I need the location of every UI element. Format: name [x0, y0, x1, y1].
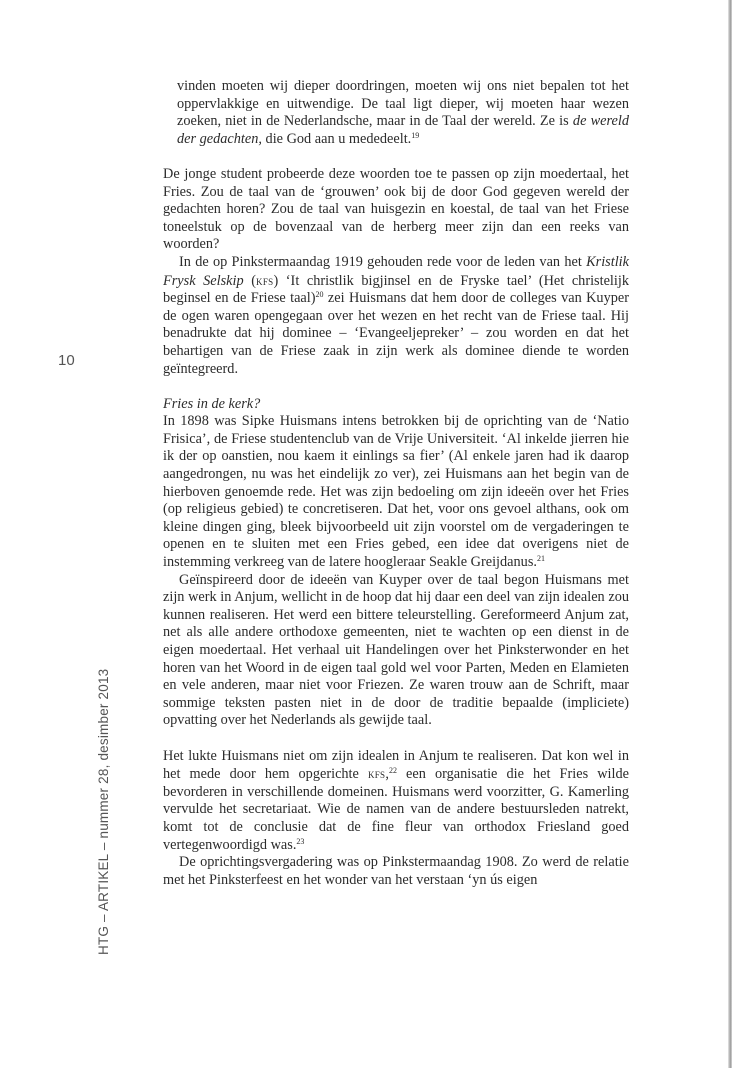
paragraph: De jonge student probeerde deze woorden toe te passen op zijn moedertaal, het Fries. Zou de taal van de ‘grouwen’ ook bij de door God gegeven wereld der gedachten horen? Zou de taal van huisgezin en koestal, de taal van het Friese toneelstuk op de bovenzaal van de herberg meer zijn dan een reeks van woorden?: [163, 165, 629, 253]
paragraph: In de op Pinkstermaandag 1919 gehouden rede voor de leden van het Kristlik Frysk Selskip (kfs) ‘It christlik bigjinsel en de Fryske tael’ (Het christelijk beginsel en de Friese taal)$^{20}$ zei Huismans dat hem door de colleges van Kuyper de ogen waren opengegaan over het wezen en het recht van de Friese taal. Hij benadrukte dat hij dominee – ‘Evangeeljepreker’ – zou worden en dat het behartigen van de Friese zaak in zijn werk als dominee diende te worden geïntegreerd.: [163, 253, 629, 377]
footnote-ref: 20: [315, 290, 324, 300]
running-head: HTG – ARTIKEL – nummer 28, desimber 2013: [96, 668, 111, 955]
paragraph: In 1898 was Sipke Huismans intens betrokken bij de oprichting van de ‘Natio Frisica’, de Friese studentenclub van de Vrije Universiteit. ‘Al inkelde jierren hie ik der op oanstien, nou kaem it einlings sa fier’ (Al enkele jaren had ik daarop aangedrongen, nu was het eindelijk zo ver), zei Huismans aan het begin van de hierboven genoemde rede. Het was zijn bedoeling om zijn ideeën over het Fries (op religieus gebied) te concretiseren. Dat het, voor ons gevoel althans, ook om kleine dingen ging, bleek bijvoorbeeld uit zijn voorstel om de vergaderingen te openen en te sluiten met een Fries gebed, een idee dat overigens niet de instemming verkreeg van de latere hoogleraar Seakle Greijdanus.$^{21}$: [163, 413, 629, 571]
footnote-ref: 19: [411, 130, 420, 140]
footnote-ref: 22: [388, 766, 397, 776]
footnote-ref: 23: [296, 836, 305, 846]
page-number: 10: [58, 352, 75, 369]
footnote-ref: 21: [536, 554, 545, 564]
section-subheading: Fries in de kerk?: [163, 395, 261, 412]
paragraph: Geïnspireerd door de ideeën van Kuyper over de taal begon Huismans met zijn werk in Anjum, wellicht in de hoop dat hij daar een deel van zijn idealen zou kunnen realiseren. Het werd een bittere teleurstelling. Gereformeerd Anjum zat, net als alle andere orthodoxe gemeenten, niet te wachten op een dienst in de eigen moedertaal. Het verhaal uit Handelingen over het Pinksterwonder en het horen van het Woord in de eigen taal gold wel voor Parten, Meden en Elamieten en vele anderen, maar niet voor Friezen. Ze waren trouw aan de Schrift, maar sommige teksten pasten niet in de door de traditie bepaalde (impliciete) opvatting over het Nederlands als gewijde taal.: [163, 571, 629, 729]
paragraph: De oprichtingsvergadering was op Pinkstermaandag 1908. Zo werd de relatie met het Pinksterfeest en het wonder van het verstaan ‘yn ús eigen: [163, 854, 629, 888]
article-body: [163, 78, 629, 889]
block-quote: vinden moeten wij dieper doordringen, moeten wij ons niet bepalen tot het oppervlakkige en uitwendige. De taal ligt dieper, wij moeten haar wezen zoeken, niet in de Nederlandsche, maar in de Taal der wereld. Ze is de wereld der gedachten, die God aan u mededeelt.$^{19}$: [177, 78, 629, 147]
scan-page-edge: [728, 0, 732, 1068]
paragraph: Het lukte Huismans niet om zijn idealen in Anjum te realiseren. Dat kon wel in het mede door hem opgerichte kfs,$^{22}$ een organisatie die het Fries wilde bevorderen in verschillende domeinen. Huismans werd voorzitter, G. Kamerling vervulde het secretariaat. Wie de namen van de andere bestuursleden natrekt, komt tot de conclusie dat de fine fleur van orthodox Friesland goed vertegenwoordigd was.$^{23}$: [163, 747, 629, 853]
